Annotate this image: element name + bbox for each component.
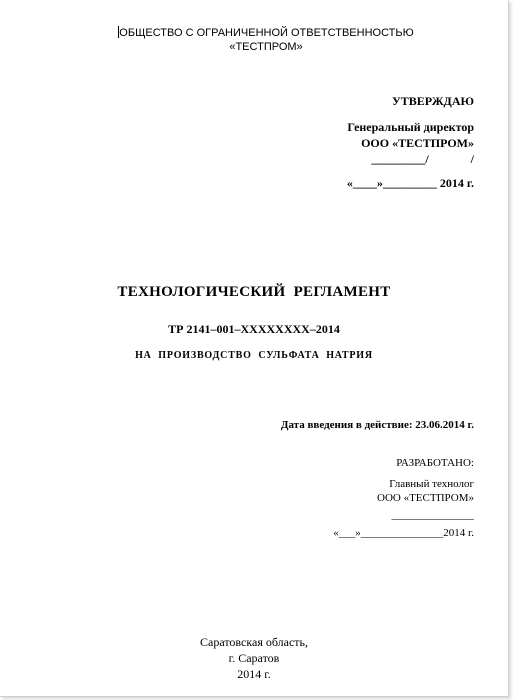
footer-city: г. Саратов	[228, 651, 280, 665]
effective-date: Дата введения в действие: 23.06.2014 г.	[280, 419, 474, 431]
document-code: ТР 2141–001–XXXXXXXX–2014	[168, 322, 340, 336]
approve-position: Генеральный директор	[347, 120, 474, 134]
approve-signature-line: _________/ /	[371, 152, 474, 166]
document-title: ТЕХНОЛОГИЧЕСКИЙ РЕГЛАМЕНТ	[117, 284, 391, 300]
footer-region: Саратовская область,	[199, 635, 308, 649]
approve-date-line: «____»_________ 2014 г.	[346, 176, 474, 190]
organization-name	[116, 26, 416, 54]
place-and-year	[0, 634, 508, 682]
developed-position: Главный технолог	[389, 478, 474, 490]
approve-company: ООО «ТЕСТПРОМ»	[361, 136, 474, 150]
developed-heading: РАЗРАБОТАНО:	[396, 457, 474, 469]
org-line-2: «ТЕСТПРОМ»	[229, 41, 303, 53]
footer-year: 2014 г.	[237, 667, 271, 681]
document-subtitle: НА ПРОИЗВОДСТВО СУЛЬФАТА НАТРИЯ	[135, 350, 373, 361]
developed-date-line: «___»_______________2014 г.	[333, 527, 474, 539]
approve-heading: УТВЕРЖДАЮ	[391, 94, 474, 108]
developed-signature-line: _______________	[391, 509, 474, 521]
org-line-1: ОБЩЕСТВО С ОГРАНИЧЕННОЙ ОТВЕТСТВЕННОСТЬЮ	[119, 27, 414, 39]
developed-company: ООО «ТЕСТПРОМ»	[377, 492, 474, 504]
